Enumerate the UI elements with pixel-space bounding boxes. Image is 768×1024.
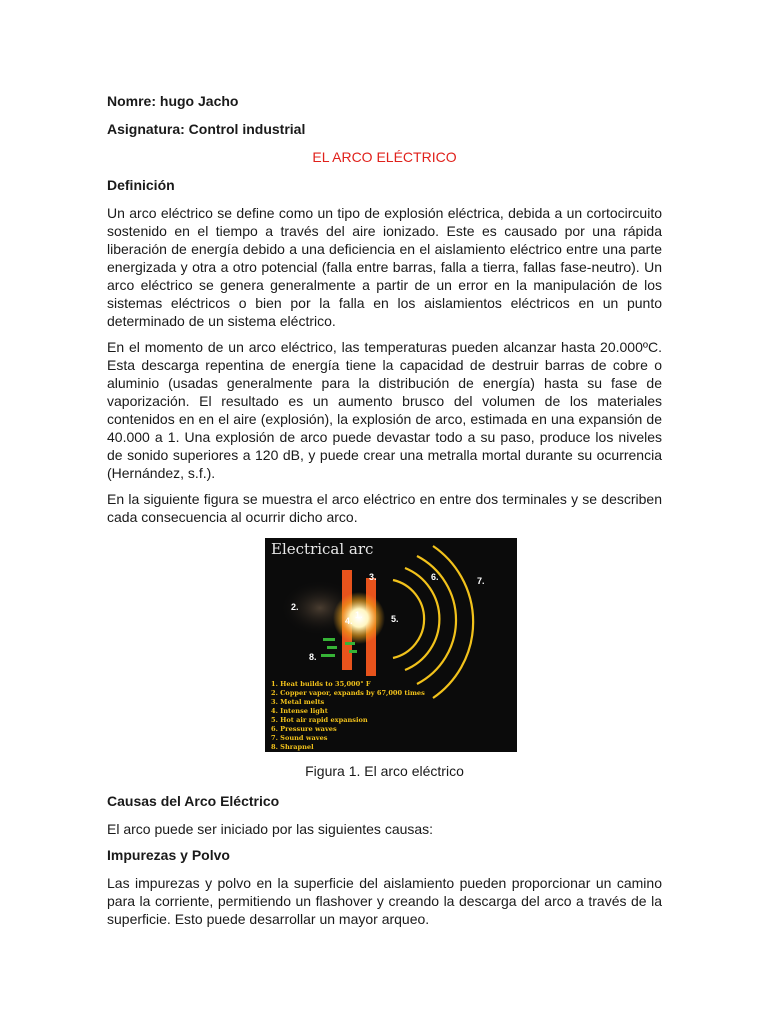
- marker-6: 6.: [431, 572, 439, 582]
- paragraph-impurezas: Las impurezas y polvo en la superficie del aislamiento pueden proporcionar un camino para la corriente, permitiendo un flashover y creando la descarga del arco a través de la superficie. Esto puede desarrollar un mayor arqueo.: [107, 875, 662, 927]
- legend-item-8: 8. Shrapnel: [271, 743, 314, 751]
- electrical-arc-illustration: [265, 538, 517, 752]
- document-page: [107, 92, 662, 936]
- legend-item-4: 4. Intense light: [271, 707, 328, 715]
- marker-1: 1.: [355, 610, 363, 620]
- paragraph-definicion-1: Un arco eléctrico se define como un tipo de explosión eléctrica, debida a un cortocircuito sostenido en el tiempo a través del aire ionizado. Este es causado por una rápida liberación de energía debido a una deficiencia en el aislamiento eléctrico entre una parte energizada y otra a otro potencial (falla entre barras, falla a tierra, fallas fase-neutro). Un arco eléctrico se genera generalmente a partir de un error en la manipulación de los sistemas eléctricos o bien por la falla en los aislamientos eléctricos en un punto determinado de un sistema eléctrico.: [107, 205, 662, 329]
- paragraph-causas: El arco puede ser iniciado por las siguientes causas:: [107, 821, 434, 837]
- heading-impurezas: Impurezas y Polvo: [107, 847, 230, 863]
- electrical-arc-figure: [265, 538, 517, 752]
- marker-3: 3.: [369, 572, 377, 582]
- marker-2: 2.: [291, 602, 299, 612]
- marker-5: 5.: [391, 614, 399, 624]
- author-name: Nomre: hugo Jacho: [107, 93, 239, 109]
- legend-item-7: 7. Sound waves: [271, 734, 328, 742]
- legend-item-3: 3. Metal melts: [271, 698, 325, 706]
- legend-item-6: 6. Pressure waves: [271, 725, 337, 733]
- subject-line: Asignatura: Control industrial: [107, 121, 306, 137]
- legend-item-2: 2. Copper vapor, expands by 67,000 times: [271, 689, 425, 697]
- marker-8: 8.: [309, 652, 317, 662]
- marker-4: 4.: [345, 616, 353, 626]
- legend-item-1: 1. Heat builds to 35,000° F: [271, 680, 371, 688]
- figure-image-title: Electrical arc: [271, 540, 374, 558]
- marker-7: 7.: [477, 576, 485, 586]
- heading-definicion: Definición: [107, 177, 175, 193]
- document-title: EL ARCO ELÉCTRICO: [312, 149, 457, 165]
- paragraph-definicion-2: En el momento de un arco eléctrico, las temperaturas pueden alcanzar hasta 20.000ºC. Esta descarga repentina de energía tiene la capacidad de destruir barras de cobre o aluminio (usadas generalmente para la distribución de energía) hasta su fase de vaporización. El resultado es un aumento brusco del volumen de los materiales contenidos en en el aire (explosión), la explosión de arco, estimada en una expansión de 40.000 a 1. Una explosión de arco puede devastar todo a su paso, produce los niveles de sonido superiores a 120 dB, y puede crear una metralla mortal durante su ocurrencia (Hernández, s.f.).: [107, 339, 662, 481]
- paragraph-definicion-3: En la siguiente figura se muestra el arco eléctrico en entre dos terminales y se describen cada consecuencia al ocurrir dicho arco.: [107, 491, 662, 525]
- heading-causas: Causas del Arco Eléctrico: [107, 793, 280, 809]
- figure-caption: Figura 1. El arco eléctrico: [305, 763, 464, 779]
- legend-item-5: 5. Hot air rapid expansion: [271, 716, 368, 724]
